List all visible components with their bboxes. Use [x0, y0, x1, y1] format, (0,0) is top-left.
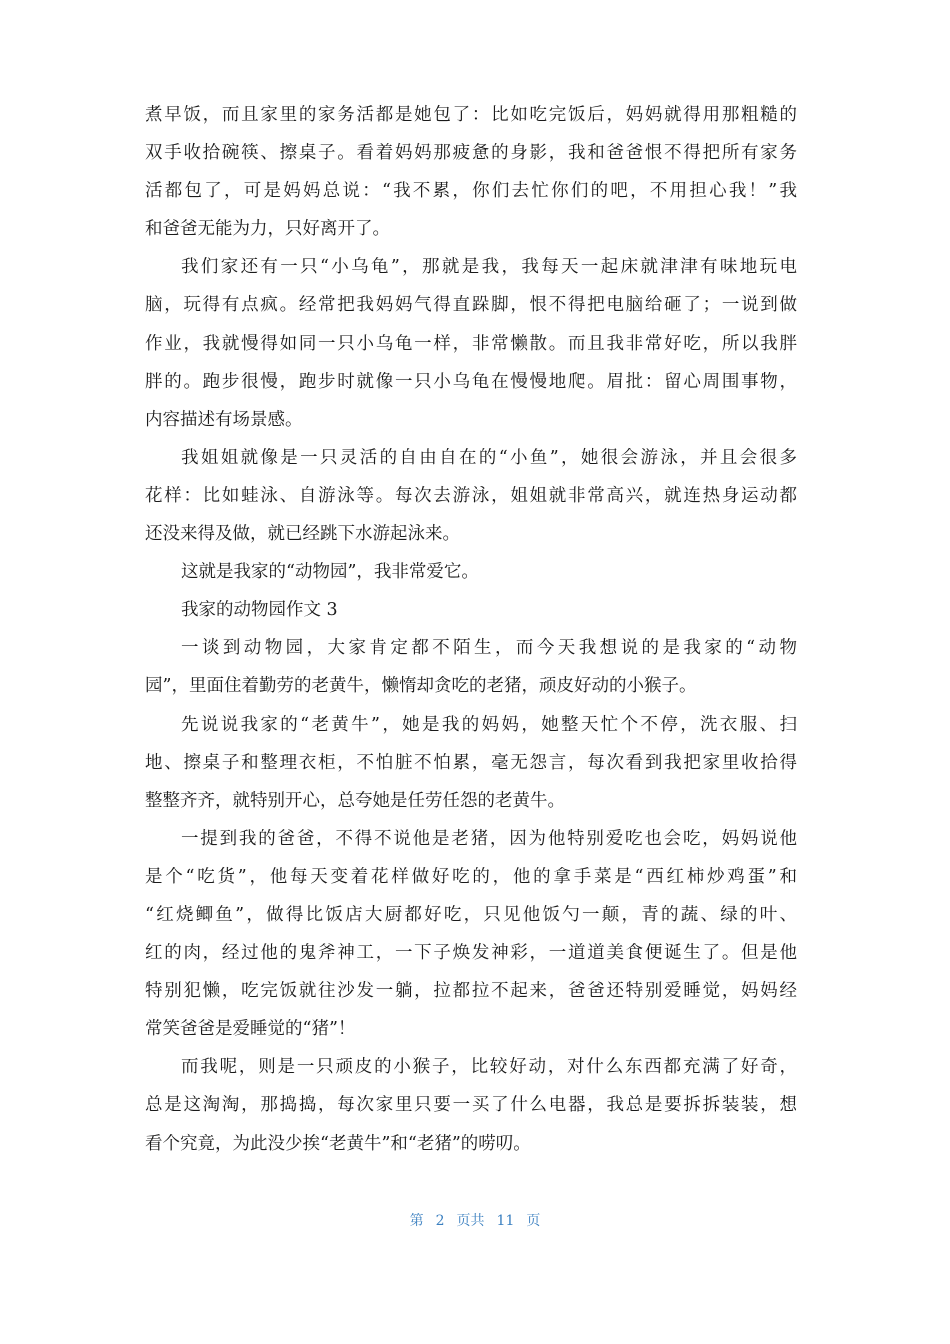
text-line: 总是这淘淘，那捣捣，每次家里只要一买了什么电器，我总是要拆拆装装，想 — [145, 1095, 797, 1116]
footer-total-pages: 11 — [496, 1213, 515, 1229]
paragraph — [145, 706, 797, 820]
text-line: 我们家还有一只“小乌龟”，那就是我，我每天一起床就津津有味地玩电 — [181, 257, 797, 278]
text-line: 一谈到动物园，大家肯定都不陌生，而今天我想说的是我家的“动物 — [181, 638, 797, 659]
text-line: 双手收拾碗筷、擦桌子。看着妈妈那疲惫的身影，我和爸爸恨不得把所有家务 — [145, 143, 797, 164]
paragraph — [145, 629, 797, 705]
text-line: 而我呢，则是一只顽皮的小猴子，比较好动，对什么东西都充满了好奇， — [181, 1057, 797, 1078]
text-line: 活都包了，可是妈妈总说：“我不累，你们去忙你们的吧，不用担心我！”我 — [145, 181, 797, 202]
text-line: 一提到我的爸爸，不得不说他是老猪，因为他特别爱吃也会吃，妈妈说他 — [181, 828, 797, 849]
paragraph — [145, 553, 797, 591]
text-line: 特别犯懒，吃完饭就往沙发一躺，拉都拉不起来，爸爸还特别爱睡觉，妈妈经 — [145, 981, 797, 1002]
text-line: 脑，玩得有点疯。经常把我妈妈气得直跺脚，恨不得把电脑给砸了；一说到做 — [145, 295, 797, 316]
paragraph — [145, 248, 797, 438]
text-line: “红烧鲫鱼”，做得比饭店大厨都好吃，只见他饭勺一颠，青的蔬、绿的叶、 — [145, 904, 797, 925]
text-line: 我家的动物园作文 3 — [181, 600, 338, 621]
text-line: 地、擦桌子和整理衣柜，不怕脏不怕累，毫无怨言，每次看到我把家里收拾得 — [145, 752, 797, 773]
text-line: 还没来得及做，就已经跳下水游起泳来。 — [145, 524, 460, 545]
text-line: 花样：比如蛙泳、自游泳等。每次去游泳，姐姐就非常高兴，就连热身运动都 — [145, 485, 797, 506]
text-line: 胖的。跑步很慢，跑步时就像一只小乌龟在慢慢地爬。眉批：留心周围事物， — [145, 371, 797, 392]
paragraph — [145, 591, 797, 629]
page-footer — [0, 1210, 950, 1230]
text-line: 红的肉，经过他的鬼斧神工，一下子焕发神彩，一道道美食便诞生了。但是他 — [145, 943, 797, 964]
text-line: 这就是我家的“动物园”，我非常爱它。 — [181, 562, 479, 583]
text-line: 看个究竟，为此没少挨“老黄牛”和“老猪”的唠叨。 — [145, 1133, 531, 1154]
footer-label-of: 页共 — [456, 1213, 485, 1229]
text-line: 整整齐齐，就特别开心，总夸她是任劳任怨的老黄牛。 — [145, 790, 565, 811]
footer-label-page: 第 — [409, 1213, 424, 1229]
text-line: 内容描述有场景感。 — [145, 409, 303, 430]
paragraph — [145, 96, 797, 248]
text-line: 我姐姐就像是一只灵活的自由自在的“小鱼”，她很会游泳，并且会很多 — [181, 447, 797, 468]
paragraph — [145, 820, 797, 1049]
text-line: 作业，我就慢得如同一只小乌龟一样，非常懒散。而且我非常好吃，所以我胖 — [145, 333, 797, 354]
footer-label-pages: 页 — [526, 1213, 541, 1229]
text-line: 先说说我家的“老黄牛”，她是我的妈妈，她整天忙个不停，洗衣服、扫 — [181, 714, 797, 735]
document-body — [145, 96, 797, 1163]
text-line: 是个“吃货”，他每天变着花样做好吃的，他的拿手菜是“西红柿炒鸡蛋”和 — [145, 866, 797, 887]
paragraph — [145, 1048, 797, 1162]
footer-current-page: 2 — [435, 1213, 445, 1229]
paragraph — [145, 439, 797, 553]
text-line: 煮早饭，而且家里的家务活都是她包了：比如吃完饭后，妈妈就得用那粗糙的 — [145, 105, 797, 125]
text-line: 园”，里面住着勤劳的老黄牛，懒惰却贪吃的老猪，顽皮好动的小猴子。 — [145, 676, 697, 697]
text-line: 和爸爸无能为力，只好离开了。 — [145, 219, 390, 240]
text-line: 常笑爸爸是爱睡觉的“猪”！ — [145, 1019, 356, 1040]
